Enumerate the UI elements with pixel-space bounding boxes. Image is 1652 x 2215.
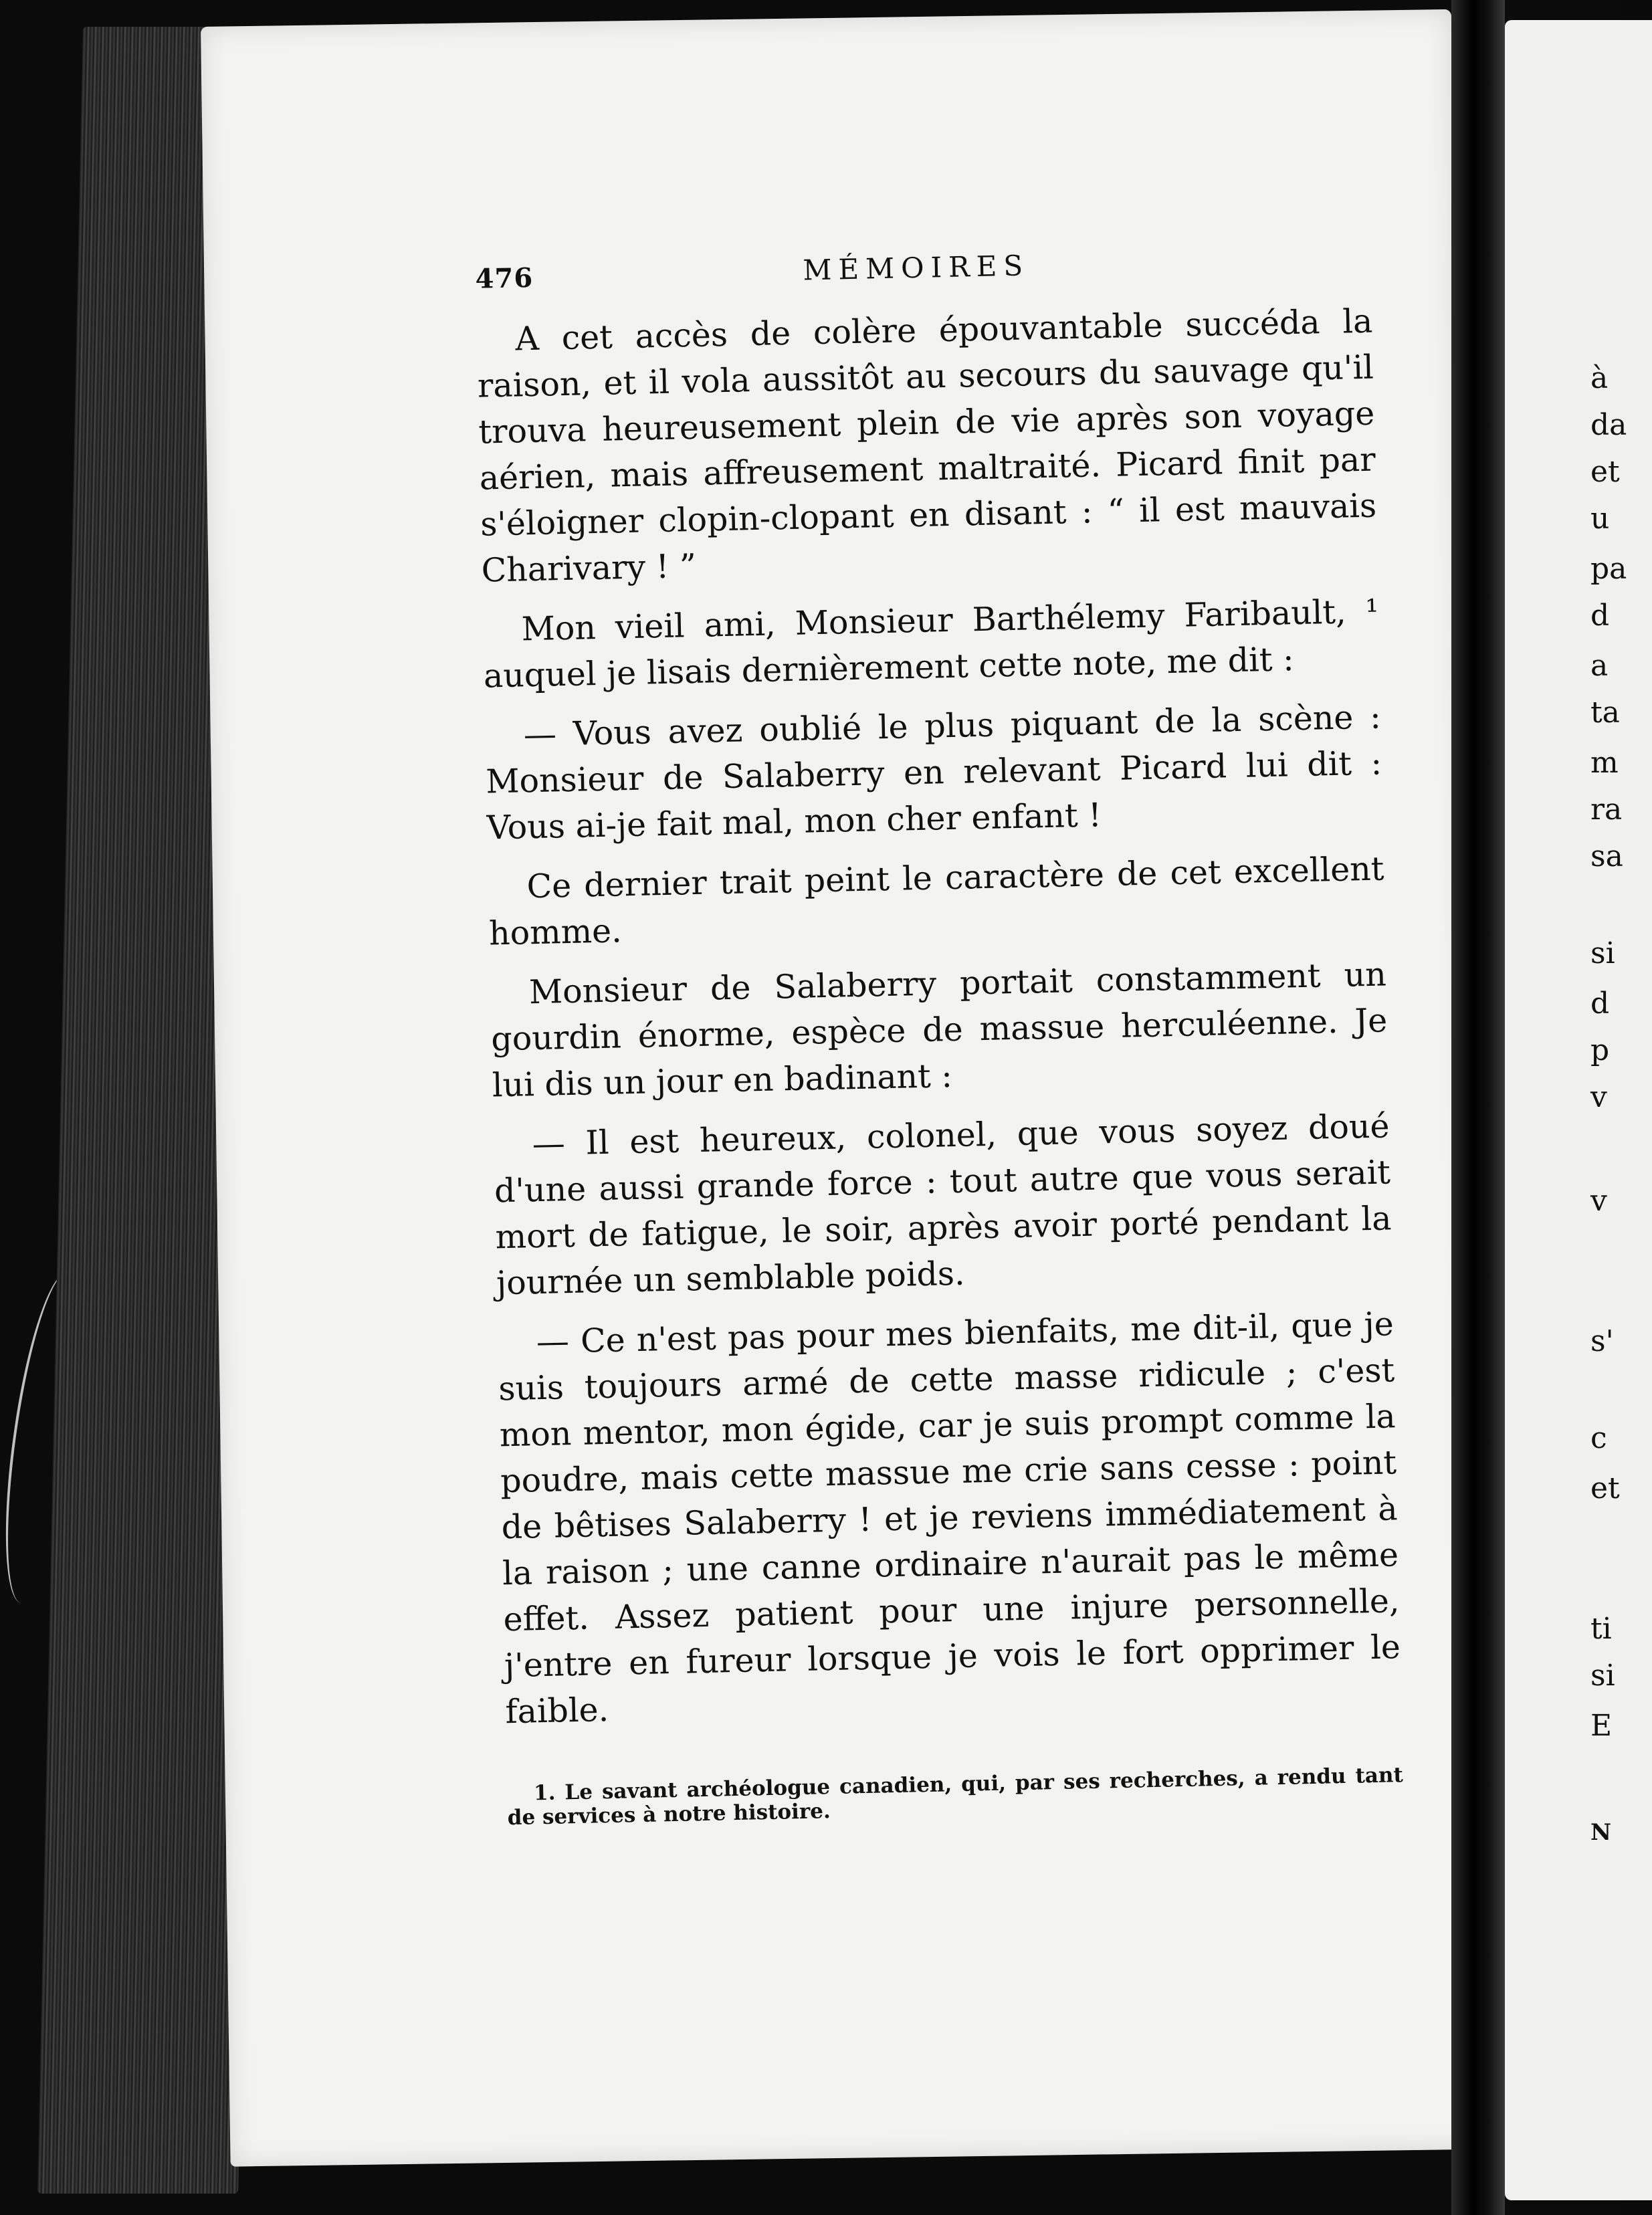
paragraph: — Ce n'est pas pour mes bienfaits, me dit-il, que je suis toujours armé de cette masse ridicule ; c'est mon mentor, mon égide, car je suis prompt comme la poudre, mais cette massue me crie sans cesse : point de bêtises Salaberry ! et je reviens immédiatement à la raison ; une canne ordinaire n'aurait pas le même effet. Assez patient pour une injure personnelle, j'entre en fureur lorsque je vois le fort opprimer le faible. [498, 1305, 1401, 1731]
adjacent-fragment: sa [1590, 839, 1623, 873]
paragraph: Mon vieil ami, Monsieur Barthélemy Faribault, ¹ auquel je lisais dernièrement cette note, me dit : [483, 592, 1379, 696]
adjacent-fragment: à [1590, 361, 1609, 395]
body-text [476, 298, 1402, 1735]
adjacent-fragment: N [1590, 1819, 1612, 1846]
page-number: 476 [475, 261, 534, 295]
adjacent-fragment: si [1590, 936, 1615, 970]
right-page [1505, 20, 1652, 2200]
running-title: MÉMOIRES [802, 249, 1030, 287]
adjacent-fragment: c [1590, 1421, 1607, 1455]
adjacent-fragment: ta [1590, 696, 1620, 730]
book-gutter [1451, 0, 1505, 2215]
adjacent-fragment: et [1590, 1471, 1620, 1505]
paragraph: Ce dernier trait peint le caractère de cet excellent homme. [488, 849, 1384, 953]
page-text [274, 237, 1437, 1834]
adjacent-fragment: et [1590, 455, 1620, 489]
adjacent-fragment: si [1590, 1659, 1615, 1693]
paragraph: Monsieur de Salaberry portait constamment un gourdin énorme, espèce de massue herculéenne. Je lui dis un jour en badinant : [490, 955, 1388, 1105]
adjacent-fragment: m [1590, 746, 1619, 780]
adjacent-fragment: d [1590, 986, 1610, 1021]
adjacent-fragment: v [1590, 1184, 1607, 1218]
adjacent-fragment: p [1590, 1033, 1610, 1067]
adjacent-fragment: ra [1590, 793, 1623, 827]
adjacent-fragment: d [1590, 599, 1610, 633]
paragraph: A cet accès de colère épouvantable succéda la raison, et il vola aussitôt au secours du sauvage qu'il trouva heureusement plein de vie après son voyage aérien, mais affreusement maltraité. Picard finit par s'éloigner clopin-clopant en disant : “ il est mauvais Charivary ! ” [477, 302, 1377, 590]
adjacent-fragment: ti [1590, 1612, 1612, 1646]
paragraph: — Vous avez oublié le plus piquant de la scène : Monsieur de Salaberry en relevant Picard lui dit : Vous ai-je fait mal, mon cher enfant ! [485, 698, 1382, 847]
adjacent-fragment: u [1590, 502, 1610, 536]
adjacent-fragment: s' [1590, 1324, 1614, 1358]
adjacent-fragment: da [1590, 408, 1627, 442]
footnote-text: 1. Le savant archéologue canadien, qui, par ses recherches, a rendu tant de services à notre histoire. [507, 1763, 1404, 1830]
adjacent-fragment: v [1590, 1080, 1607, 1114]
adjacent-fragment: pa [1590, 552, 1627, 586]
adjacent-fragment: a [1590, 649, 1609, 683]
paragraph: — Il est heureux, colonel, que vous soyez doué d'une aussi grande force : tout autre que vous serait mort de fatigue, le soir, après avoir porté pendant la journée un semblable poids. [494, 1107, 1392, 1303]
adjacent-fragment: E [1590, 1709, 1613, 1743]
